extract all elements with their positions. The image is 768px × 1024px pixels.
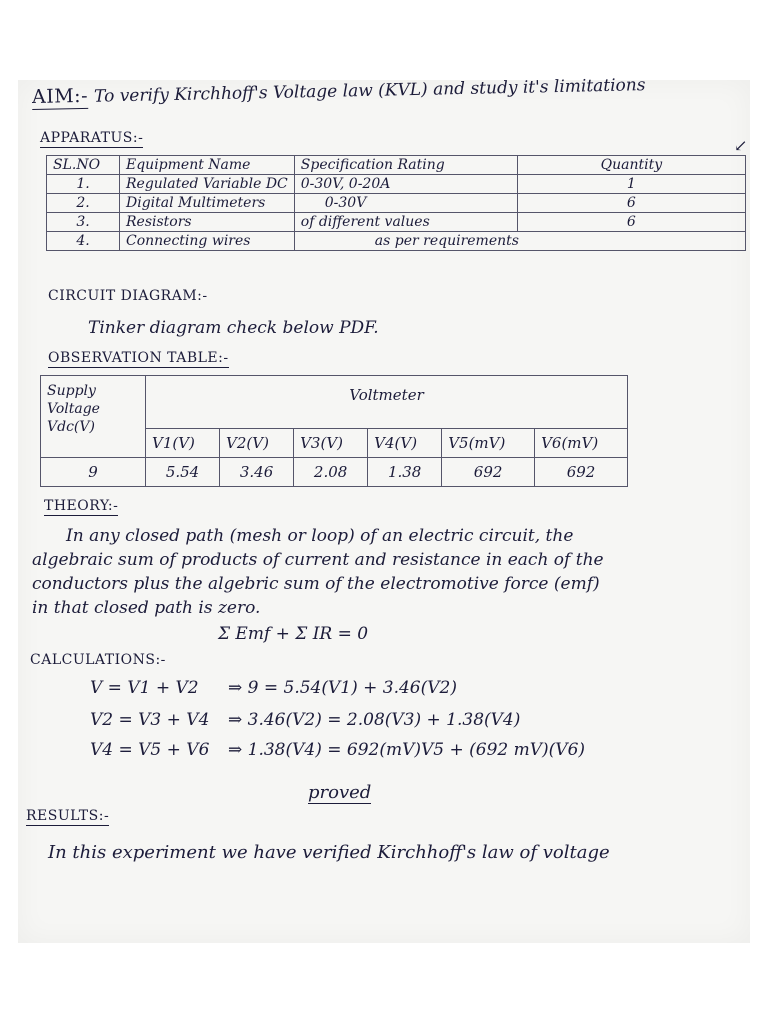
table-cell: 5.54 <box>146 458 220 487</box>
table-cell: Resistors <box>120 213 295 232</box>
table-cell: 2.08 <box>294 458 368 487</box>
calc-equation: V4 = V5 + V6 <box>90 740 210 760</box>
table-cell: as per requirements <box>294 232 745 251</box>
table-cell: 3. <box>47 213 120 232</box>
table-header-row <box>47 156 746 175</box>
theory-line: conductors plus the algebric sum of the electromotive force (emf) <box>32 574 600 594</box>
circuit-heading: CIRCUIT DIAGRAM:- <box>48 288 208 304</box>
table-cell: 692 <box>442 458 535 487</box>
results-heading: RESULTS:- <box>26 808 110 824</box>
column-header: V4(V) <box>368 429 442 458</box>
table-cell: 1.38 <box>368 458 442 487</box>
table-row <box>47 213 746 232</box>
arrow-mark-icon: ↙ <box>734 136 748 155</box>
theory-heading: THEORY:- <box>44 498 119 514</box>
column-header: V2(V) <box>220 429 294 458</box>
table-cell: Regulated Variable DC <box>120 175 295 194</box>
table-row <box>47 175 746 194</box>
column-header: V6(mV) <box>535 429 628 458</box>
proved-note: proved <box>308 782 372 803</box>
aim-line <box>32 73 646 108</box>
theory-line: In any closed path (mesh or loop) of an electric circuit, the <box>66 526 574 546</box>
column-header: V3(V) <box>294 429 368 458</box>
observation-heading: OBSERVATION TABLE:- <box>48 350 229 366</box>
table-cell: Connecting wires <box>120 232 295 251</box>
column-header: V1(V) <box>146 429 220 458</box>
column-header: V5(mV) <box>442 429 535 458</box>
aim-text: To verify Kirchhoff's Voltage law (KVL) and study it's limitations <box>93 75 646 107</box>
supply-voltage-header: Supply Voltage Vdc(V) <box>41 376 146 458</box>
apparatus-heading: APPARATUS:- <box>40 130 144 146</box>
theory-line: algebraic sum of products of current and resistance in each of the <box>32 550 604 570</box>
calc-equation: V = V1 + V2 <box>90 678 199 698</box>
table-row <box>47 194 746 213</box>
circuit-text: Tinker diagram check below PDF. <box>88 318 379 338</box>
table-cell: 2. <box>47 194 120 213</box>
table-cell: of different values <box>294 213 517 232</box>
table-cell: 692 <box>535 458 628 487</box>
calc-substitution: ⇒ 9 = 5.54(V1) + 3.46(V2) <box>228 678 457 698</box>
header-cell: SL.NO <box>47 156 120 175</box>
table-cell: 0-30V <box>294 194 517 213</box>
table-cell: 1 <box>517 175 745 194</box>
table-cell: 6 <box>517 194 745 213</box>
header-cell: Quantity <box>517 156 745 175</box>
table-cell: 0-30V, 0-20A <box>294 175 517 194</box>
calc-substitution: ⇒ 1.38(V4) = 692(mV)V5 + (692 mV)(V6) <box>228 740 586 760</box>
supply-value: 9 <box>41 458 146 487</box>
theory-formula: Σ Emf + Σ IR = 0 <box>218 624 369 644</box>
results-text: In this experiment we have verified Kirchhoff's law of voltage <box>48 842 610 863</box>
theory-line: in that closed path is zero. <box>32 598 261 618</box>
header-cell: Specification Rating <box>294 156 517 175</box>
notebook-page <box>18 75 750 943</box>
table-row <box>47 232 746 251</box>
table-cell: 3.46 <box>220 458 294 487</box>
voltmeter-header: Voltmeter <box>146 376 628 429</box>
calc-substitution: ⇒ 3.46(V2) = 2.08(V3) + 1.38(V4) <box>228 710 521 730</box>
apparatus-table <box>46 155 746 251</box>
table-cell: 6 <box>517 213 745 232</box>
table-header-row <box>41 376 628 429</box>
table-row <box>41 458 628 487</box>
aim-label: AIM:- <box>31 84 89 108</box>
table-cell: 1. <box>47 175 120 194</box>
table-cell: Digital Multimeters <box>120 194 295 213</box>
observation-table <box>40 375 628 487</box>
header-cell: Equipment Name <box>120 156 295 175</box>
calc-equation: V2 = V3 + V4 <box>90 710 210 730</box>
calculations-heading: CALCULATIONS:- <box>30 652 166 668</box>
table-cell: 4. <box>47 232 120 251</box>
